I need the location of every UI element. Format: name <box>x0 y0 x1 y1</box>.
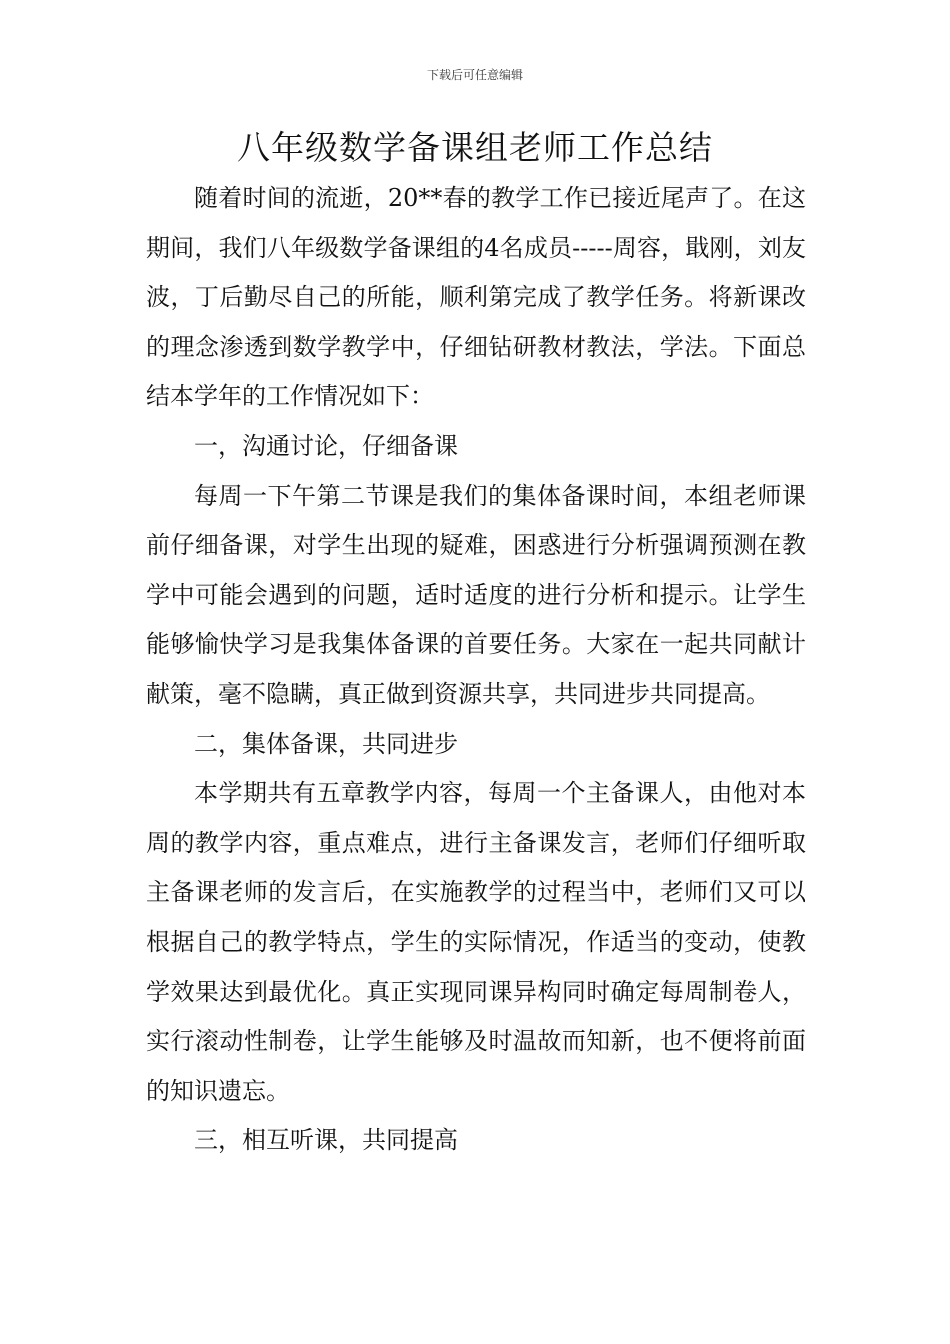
intro-paragraph: 随着时间的流逝，20**春的教学工作已接近尾声了。在这期间，我们八年级数学备课组的4名成员-----周容，戢刚，刘友波，丁后勤尽自己的所能，顺利第完成了教学任务。将新课改的理念渗透到数学教学中，仔细钻研教材教法，学法。下面总结本学年的工作情况如下： <box>146 184 806 411</box>
header-note: 下载后可任意编辑 <box>426 68 523 82</box>
section-heading-1: 一，沟通讨论，仔细备课 <box>194 431 458 460</box>
section-2-paragraph: 本学期共有五章教学内容，每周一个主备课人，由他对本周的教学内容，重点难点，进行主备课发言，老师们仔细听取主备课老师的发言后，在实施教学的过程当中，老师们又可以根据自己的教学特点，学生的实际情况，作适当的变动，使教学效果达到最优化。真正实现同课异构同时确定每周制卷人，实行滚动性制卷，让学生能够及时温故而知新，也不便将前面的知识遗忘。 <box>146 779 806 1105</box>
document-title: 八年级数学备课组老师工作总结 <box>237 128 713 167</box>
section-heading-3: 三，相互听课，共同提高 <box>194 1126 458 1155</box>
section-heading-2: 二，集体备课，共同进步 <box>194 729 458 758</box>
document-body <box>146 174 806 1166</box>
section-1-paragraph: 每周一下午第二节课是我们的集体备课时间，本组老师课前仔细备课，对学生出现的疑难，困惑进行分析强调预测在教学中可能会遇到的问题，适时适度的进行分析和提示。让学生能够愉快学习是我集体备课的首要任务。大家在一起共同献计献策，毫不隐瞒，真正做到资源共享，共同进步共同提高。 <box>146 481 806 708</box>
